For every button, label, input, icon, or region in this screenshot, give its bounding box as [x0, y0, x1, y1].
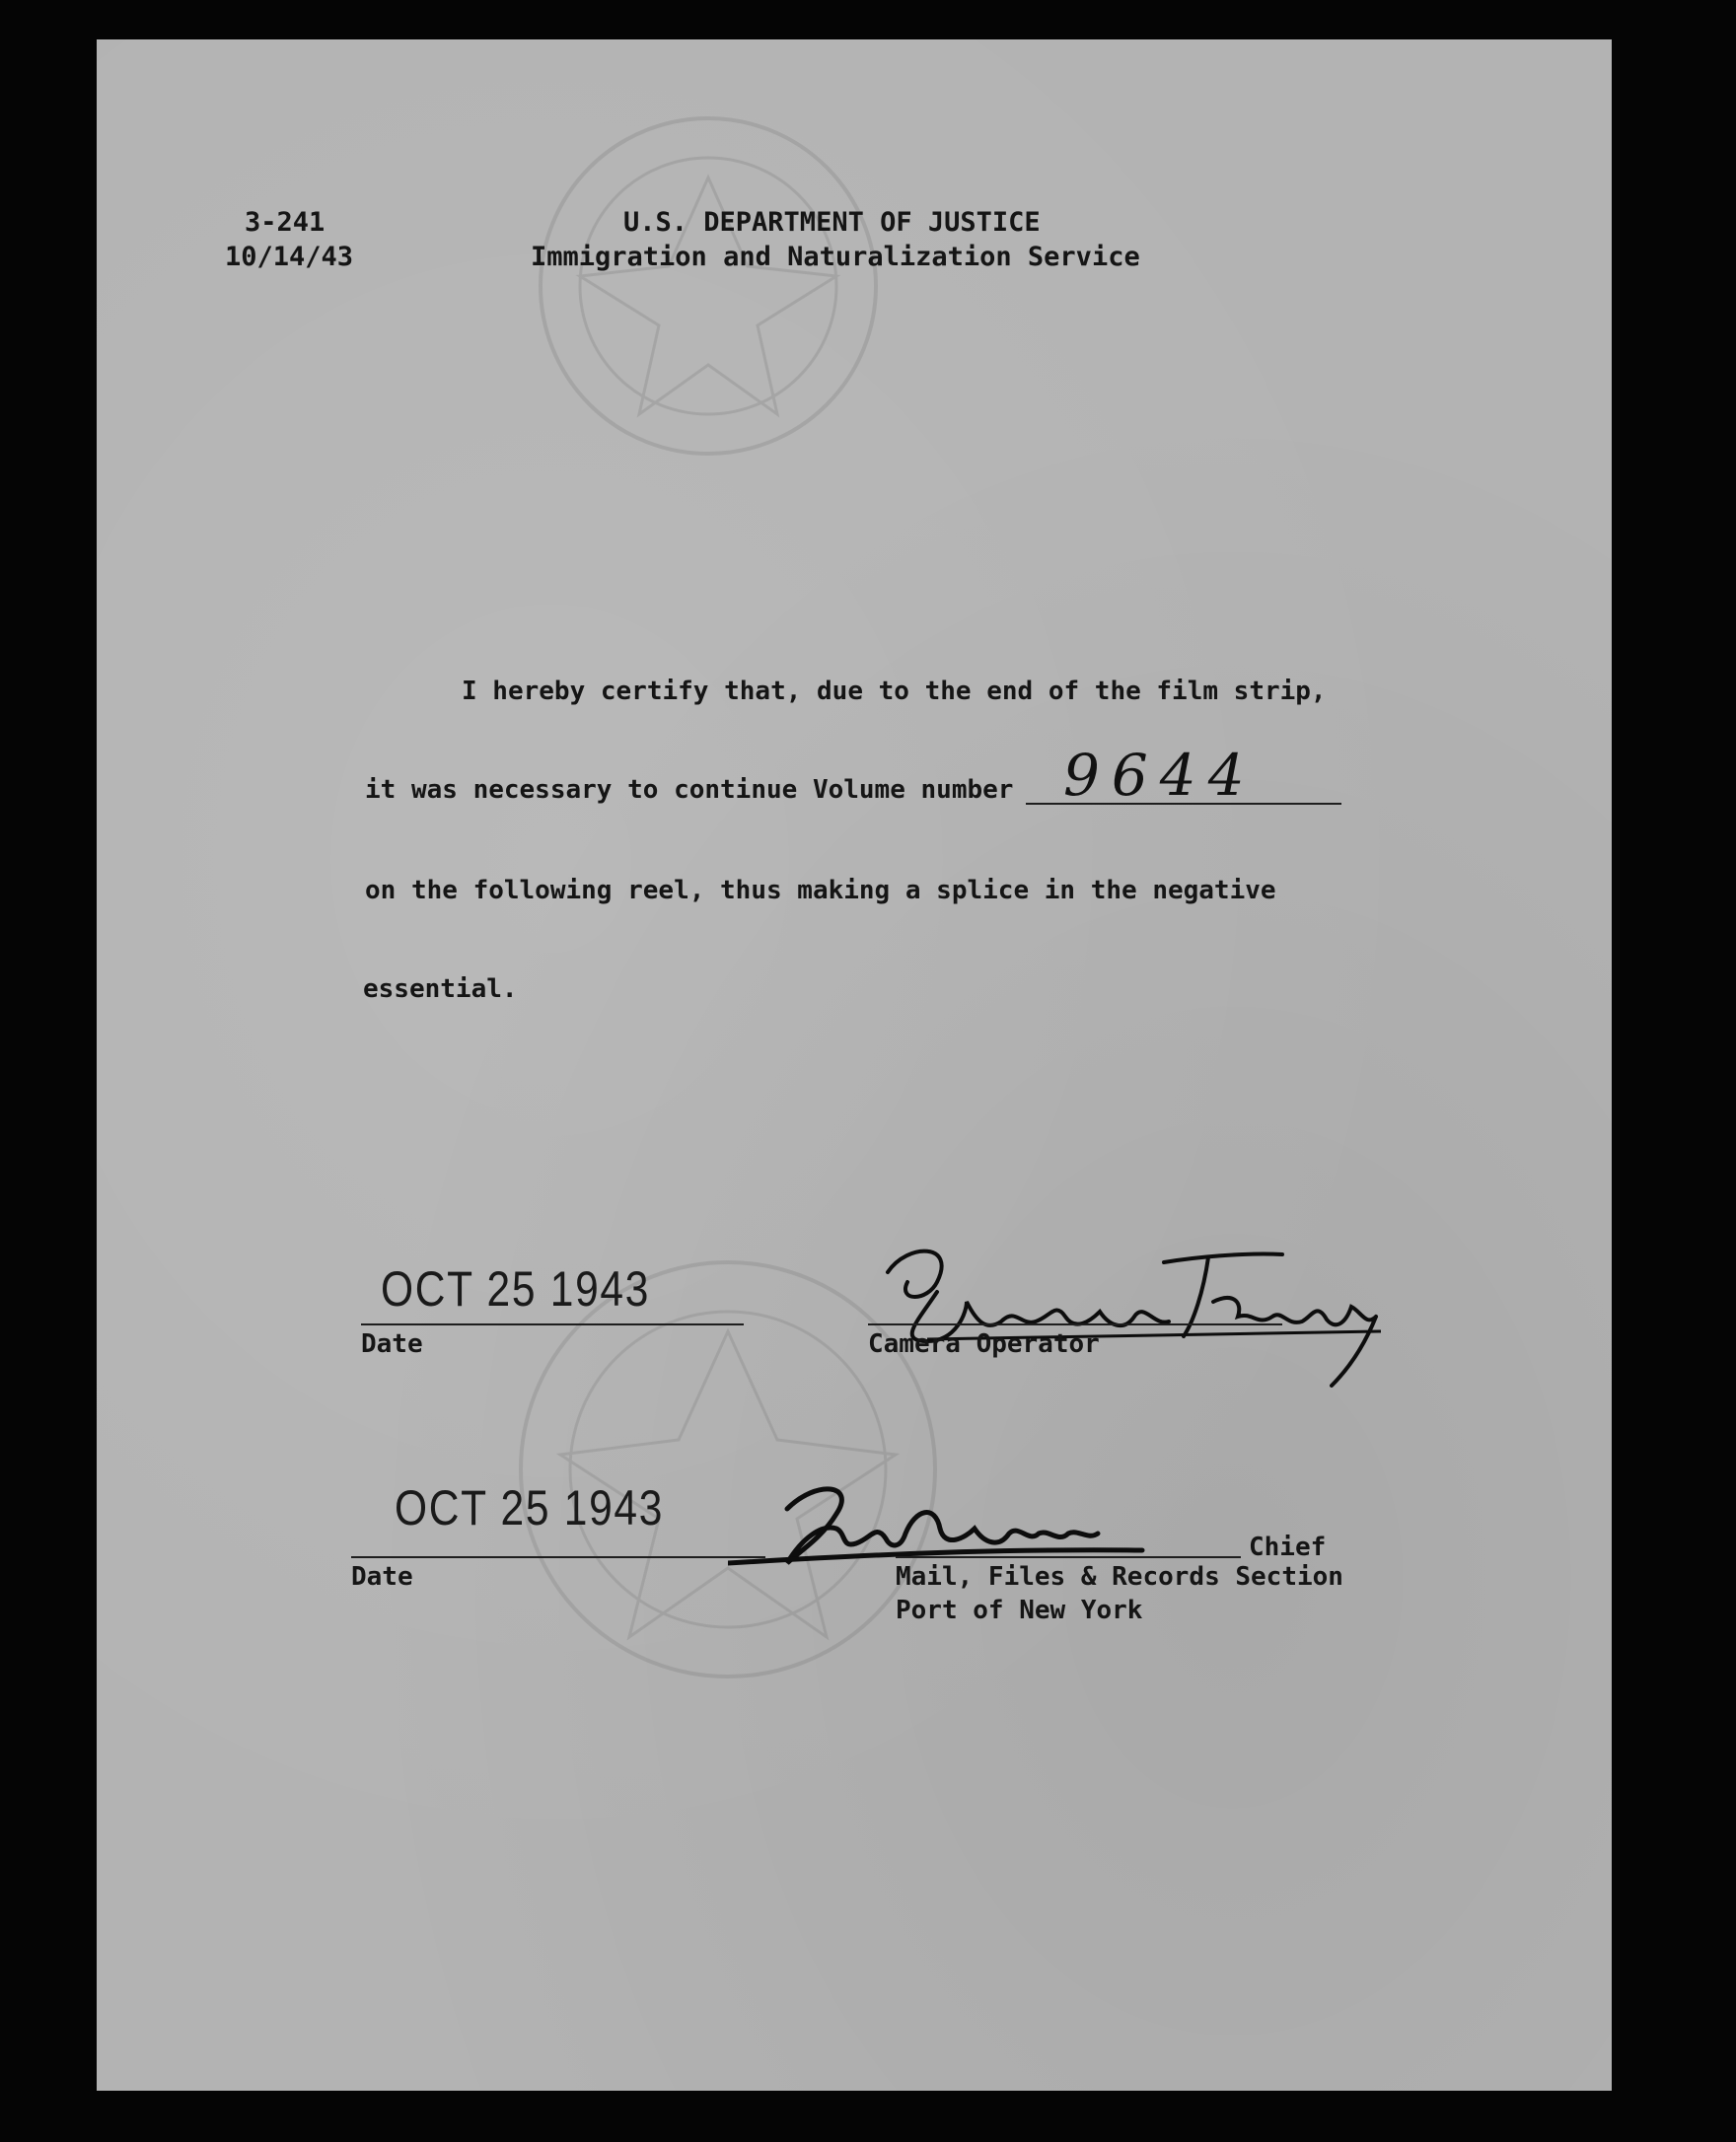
chief-section: Mail, Files & Records Section — [896, 1562, 1343, 1592]
department-title: U.S. DEPARTMENT OF JUSTICE — [623, 207, 1041, 238]
chief-date-stamp: OCT 25 1943 — [395, 1480, 665, 1535]
chief-date-line — [351, 1556, 765, 1558]
chief-signature-line — [896, 1556, 1241, 1558]
operator-date-stamp: OCT 25 1943 — [381, 1261, 651, 1317]
operator-signature — [868, 1233, 1401, 1391]
service-title: Immigration and Naturalization Service — [531, 242, 1140, 272]
chief-port: Port of New York — [896, 1596, 1143, 1625]
operator-title: Camera Operator — [868, 1329, 1100, 1359]
certificate-line-1: I hereby certify that, due to the end of the film strip, — [462, 677, 1327, 706]
chief-date-label: Date — [351, 1562, 413, 1592]
operator-signature-line — [868, 1323, 1282, 1325]
operator-date-line — [361, 1323, 744, 1325]
form-number: 3-241 — [245, 207, 326, 238]
chief-title: Chief — [1249, 1533, 1327, 1562]
certificate-line-2: it was necessary to continue Volume number — [365, 775, 1014, 805]
certificate-line-4: essential. — [363, 974, 518, 1004]
operator-date-label: Date — [361, 1329, 423, 1359]
volume-number: 9644 — [1063, 742, 1257, 809]
seal-watermark-top — [521, 99, 896, 473]
document-page — [97, 39, 1612, 2091]
form-date: 10/14/43 — [225, 242, 354, 272]
certificate-line-3: on the following reel, thus making a splice in the negative — [365, 876, 1276, 905]
